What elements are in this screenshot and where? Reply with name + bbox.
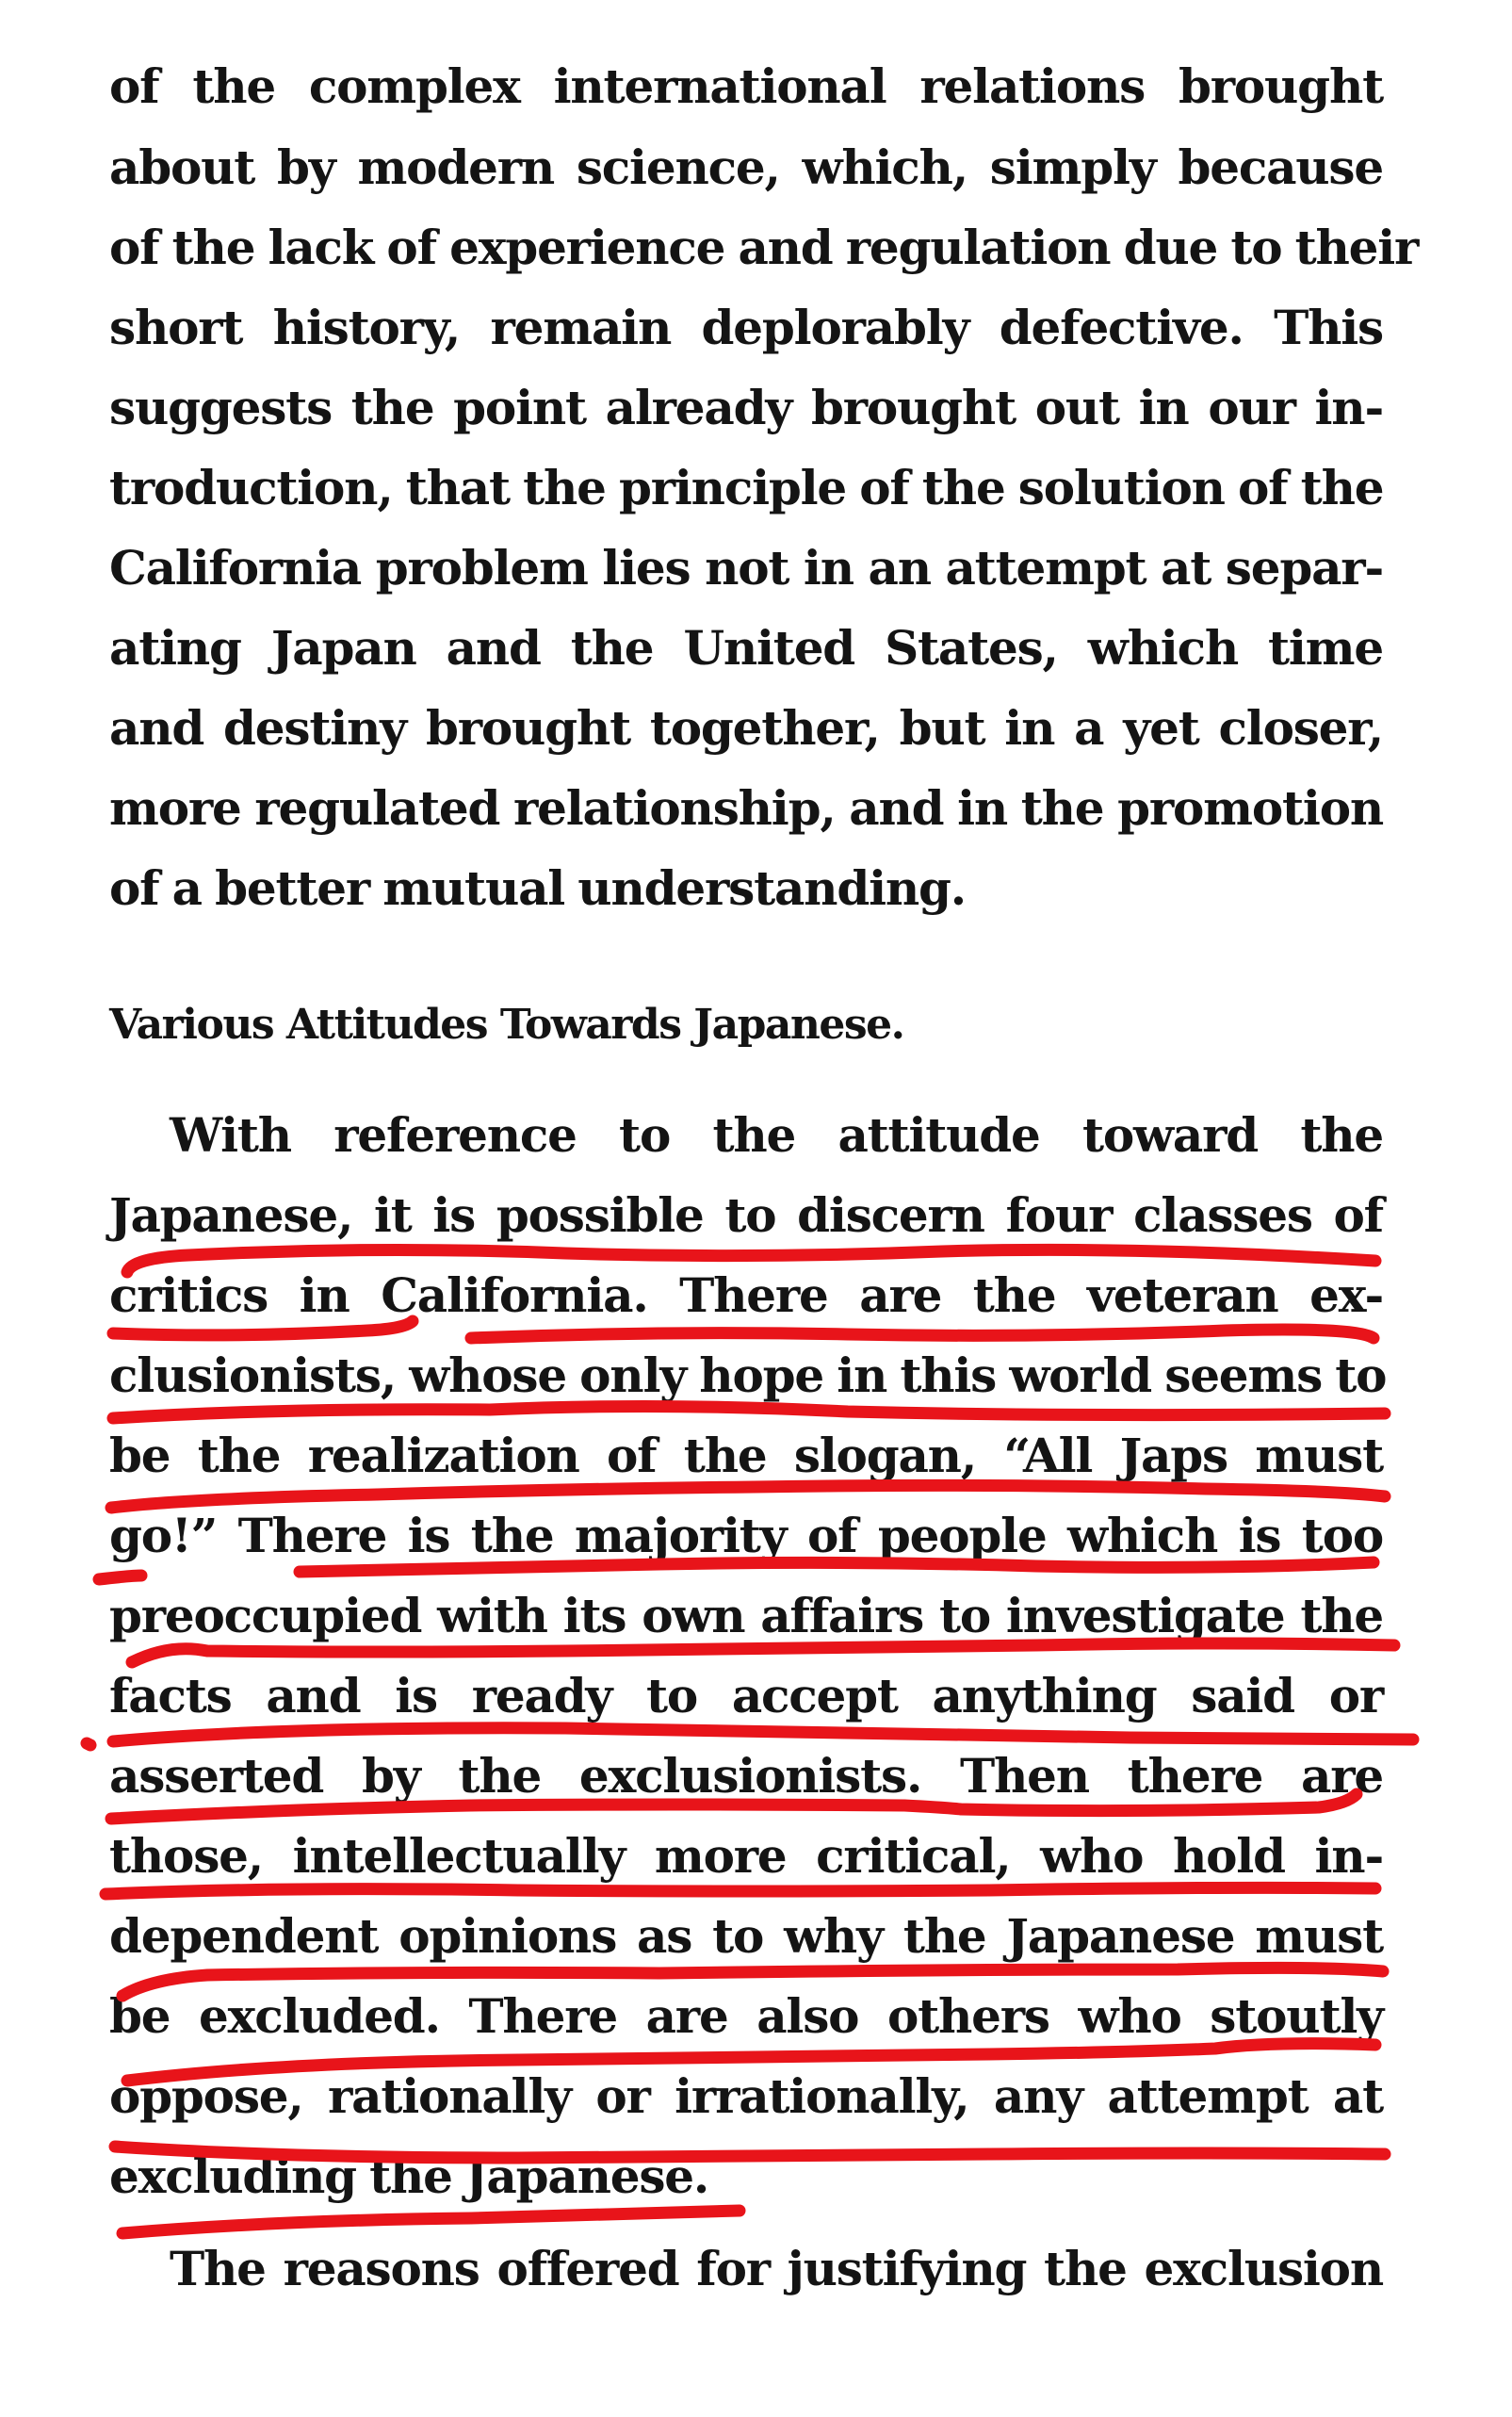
text-line: clusionists, whose only hope in this world seems to <box>109 1347 1387 1403</box>
text-line: oppose, rationally or irrationally, any attempt at <box>109 2068 1383 2124</box>
text-line: dependent opinions as to why the Japanese must <box>109 1908 1383 1964</box>
text-line: of a better mutual understanding. <box>109 860 966 916</box>
text-line: facts and is ready to accept anything said or <box>109 1668 1383 1723</box>
text-line: be excluded. There are also others who stoutly <box>109 1988 1383 2044</box>
text-line: California problem lies not in an attempt at separ- <box>109 540 1383 596</box>
section-heading: Various Attitudes Towards Japanese. <box>109 1001 904 1049</box>
text-line: suggests the point already brought out in our in- <box>109 380 1383 435</box>
underline-mark <box>113 1406 1385 1418</box>
text-line: The reasons offered for justifying the exclusion <box>170 2241 1383 2296</box>
text-line: and destiny brought together, but in a yet closer, <box>109 700 1383 756</box>
underline-mark <box>113 1728 1413 1741</box>
text-line: troduction, that the principle of the solution of the <box>109 460 1384 515</box>
text-line: about by modern science, which, simply because <box>109 139 1383 195</box>
underline-mark <box>471 1330 1374 1338</box>
text-line: go!” There is the majority of people which is too <box>109 1508 1383 1563</box>
underline-mark <box>122 2211 740 2233</box>
text-line: of the lack of experience and regulation due to their <box>109 220 1419 275</box>
underline-mark <box>111 1485 1385 1508</box>
text-line: critics in California. There are the veteran ex- <box>109 1267 1383 1323</box>
text-line: short history, remain deplorably defective. This <box>109 300 1383 355</box>
text-line: Japanese, it is possible to discern four classes of <box>109 1187 1383 1243</box>
text-line: excluding the Japanese. <box>109 2148 709 2204</box>
text-line: ating Japan and the United States, which time <box>109 620 1383 676</box>
text-line: those, intellectually more critical, who hold in- <box>109 1828 1383 1884</box>
underline-mark <box>106 1887 1375 1894</box>
text-line: be the realization of the slogan, “All Japs must <box>109 1428 1383 1483</box>
text-line: With reference to the attitude toward the <box>170 1107 1383 1163</box>
underline-mark <box>87 1743 90 1745</box>
underline-mark <box>132 1643 1394 1662</box>
text-line: of the complex international relations brought <box>109 58 1383 114</box>
text-line: asserted by the exclusionists. Then there are <box>109 1748 1383 1804</box>
text-line: more regulated relationship, and in the promotion <box>109 780 1383 836</box>
underline-mark <box>99 1576 141 1579</box>
text-line: preoccupied with its own affairs to investigate the <box>109 1588 1383 1643</box>
